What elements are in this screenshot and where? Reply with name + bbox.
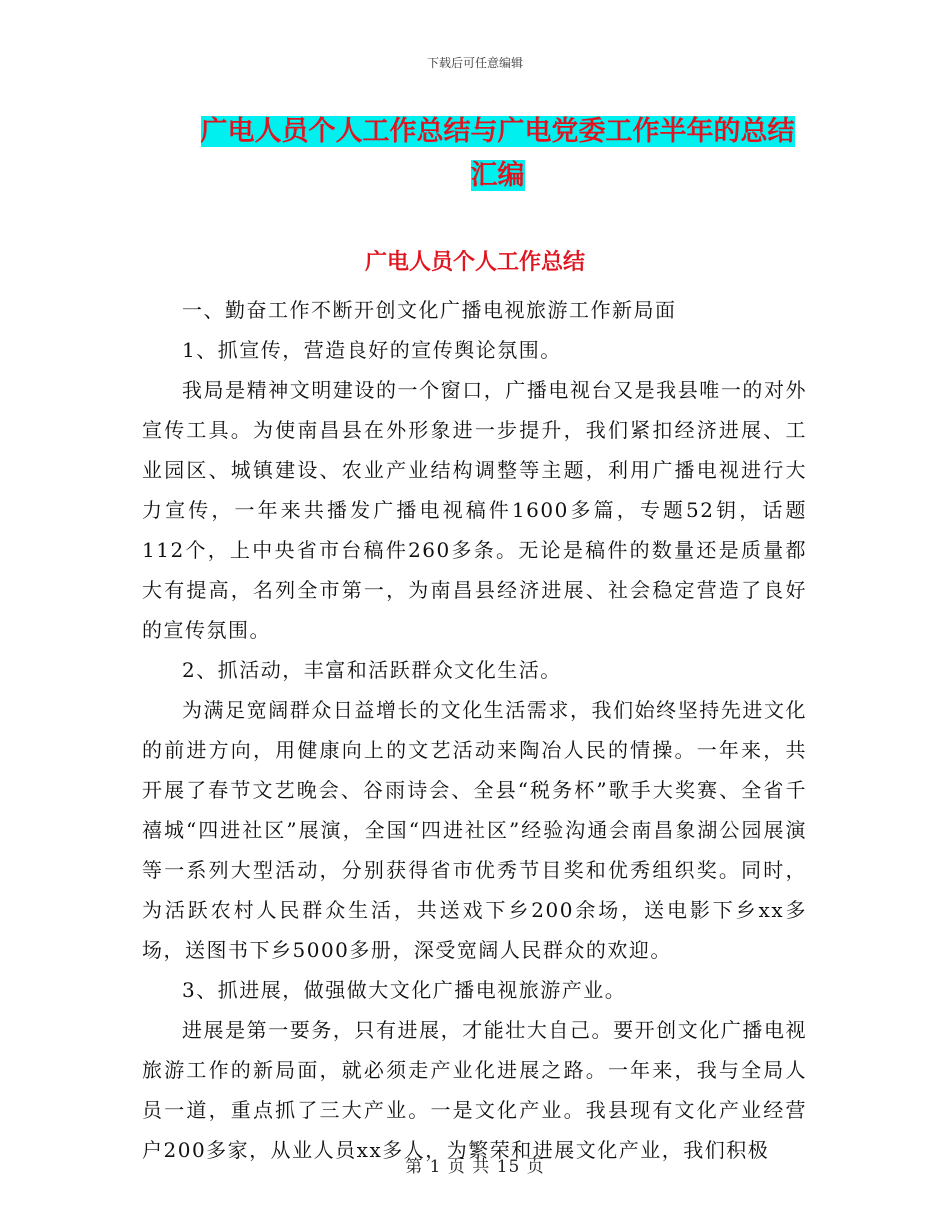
document-title (190, 110, 805, 198)
page-number-footer: 第 1 页 共 15 页 (405, 1157, 545, 1177)
section-title: 广电人员个人工作总结 (364, 249, 585, 275)
body-paragraph: 进展是第一要务，只有进展，才能壮大自己。要开创文化广播电视旅游工作的新局面，就必须走产业化进展之路。一年来，我与全局人员一道，重点抓了三大产业。一是文化产业。我县现有文化产业经营户200多家，从业人员xx多人，为繁荣和进展文化产业，我们积极 (142, 1018, 807, 1162)
document-body (142, 290, 807, 1170)
document-title-text: 广电人员个人工作总结与广电党委工作半年的总结汇编 (200, 116, 795, 191)
page-header-note: 下载后可任意编辑 (426, 56, 523, 70)
body-paragraph: 为满足宽阔群众日益增长的文化生活需求，我们始终坚持先进文化的前进方向，用健康向上的文艺活动来陶冶人民的情操。一年来，共开展了春节文艺晚会、谷雨诗会、全县“税务杯”歌手大奖赛、全省千禧城“四进社区”展演，全国“四进社区”经验沟通会南昌象湖公园展演等一系列大型活动，分别获得省市优秀节目奖和优秀组织奖。同时，为活跃农村人民群众生活，共送戏下乡200余场，送电影下乡xx多场，送图书下乡5000多册，深受宽阔人民群众的欢迎。 (142, 698, 807, 962)
subheading-paragraph: 2、抓活动，丰富和活跃群众文化生活。 (182, 658, 562, 682)
subheading-paragraph: 3、抓进展，做强做大文化广播电视旅游产业。 (182, 978, 627, 1002)
heading-paragraph: 一、勤奋工作不断开创文化广播电视旅游工作新局面 (182, 298, 677, 322)
body-paragraph: 我局是精神文明建设的一个窗口，广播电视台又是我县唯一的对外宣传工具。为使南昌县在外形象进一步提升，我们紧扣经济进展、工业园区、城镇建设、农业产业结构调整等主题，利用广播电视进行大力宣传，一年来共播发广播电视稿件1600多篇，专题52钥，话题112个，上中央省市台稿件260多条。无论是稿件的数量还是质量都大有提高，名列全市第一，为南昌县经济进展、社会稳定营造了良好的宣传氛围。 (142, 378, 807, 642)
subheading-paragraph: 1、抓宣传，营造良好的宣传舆论氛围。 (182, 338, 562, 362)
